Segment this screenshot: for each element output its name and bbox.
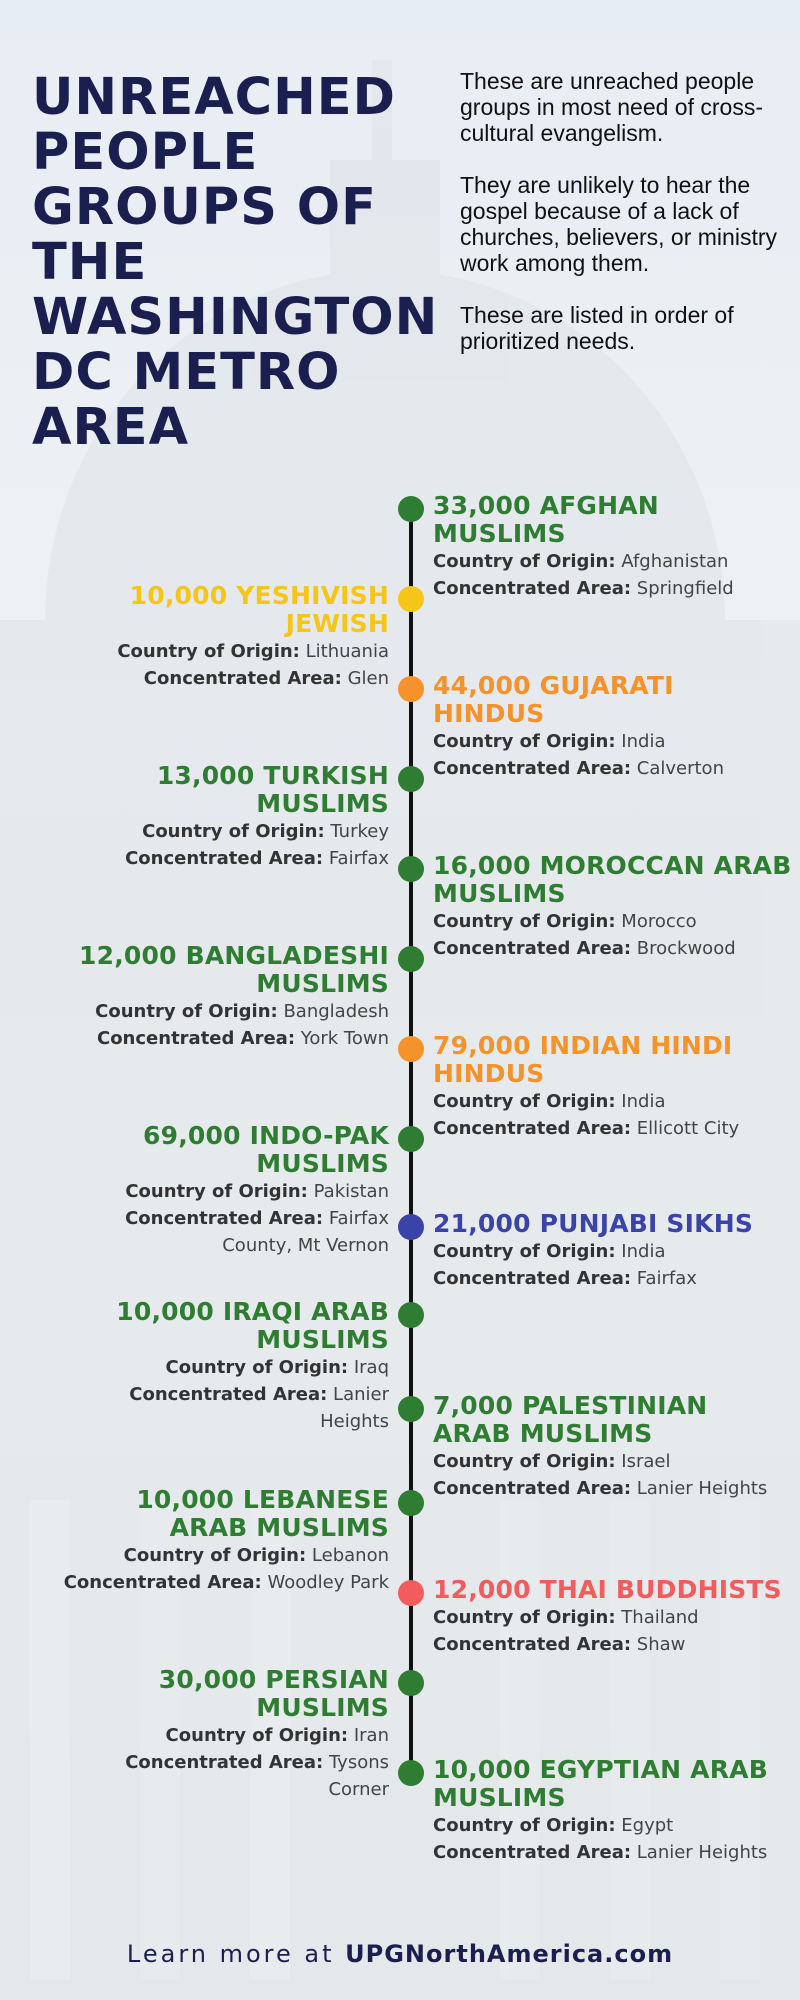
area-value: Lanier Heights: [631, 1842, 768, 1863]
group-area: [59, 1749, 389, 1803]
timeline-dot: [398, 496, 424, 522]
group-origin: [59, 1542, 389, 1569]
people-group-entry: [433, 1392, 793, 1502]
timeline-dot: [398, 1760, 424, 1786]
timeline-dot: [398, 946, 424, 972]
origin-value: Lithuania: [299, 641, 389, 662]
group-origin: [433, 728, 793, 755]
group-origin: [433, 1238, 793, 1265]
origin-label: Country of Origin:: [433, 1607, 616, 1628]
origin-label: Country of Origin:: [433, 1241, 616, 1262]
group-area: [433, 1839, 793, 1866]
intro-paragraph: They are unlikely to hear the gospel because of a lack of churches, believers, or ministry work among them.: [460, 172, 777, 276]
origin-value: India: [615, 1241, 666, 1262]
timeline-dot: [398, 856, 424, 882]
origin-value: Bangladesh: [277, 1001, 389, 1022]
people-group-entry: [59, 942, 389, 1052]
origin-label: Country of Origin:: [95, 1001, 278, 1022]
origin-value: Afghanistan: [615, 551, 729, 572]
group-origin: [59, 1178, 389, 1205]
timeline-dot: [398, 676, 424, 702]
group-area: [59, 1205, 389, 1259]
people-group-entry: [433, 492, 793, 602]
area-label: Concentrated Area:: [143, 668, 342, 689]
group-area: [59, 845, 389, 872]
area-label: Concentrated Area:: [433, 578, 632, 599]
area-label: Concentrated Area:: [433, 758, 632, 779]
people-group-entry: [59, 1298, 389, 1435]
area-value: Ellicott City: [631, 1118, 740, 1139]
origin-value: Thailand: [615, 1607, 699, 1628]
people-group-entry: [59, 1666, 389, 1803]
group-origin: [59, 998, 389, 1025]
area-value: Tysons Corner: [323, 1752, 389, 1800]
group-name: 44,000 GUJARATI HINDUS: [433, 671, 674, 728]
area-label: Concentrated Area:: [433, 1634, 632, 1655]
group-name: 69,000 INDO-PAK MUSLIMS: [143, 1121, 389, 1178]
area-label: Concentrated Area:: [433, 1478, 632, 1499]
origin-value: India: [615, 731, 666, 752]
group-area: [433, 1265, 793, 1292]
origin-label: Country of Origin:: [142, 821, 325, 842]
group-origin: [59, 1354, 389, 1381]
origin-value: Egypt: [615, 1815, 674, 1836]
origin-value: India: [615, 1091, 666, 1112]
area-label: Concentrated Area:: [125, 848, 324, 869]
group-name: 10,000 IRAQI ARAB MUSLIMS: [116, 1297, 389, 1354]
origin-value: Turkey: [324, 821, 389, 842]
group-area: [433, 935, 793, 962]
group-area: [433, 755, 793, 782]
area-value: Fairfax: [323, 848, 389, 869]
people-group-entry: [433, 1032, 793, 1142]
area-label: Concentrated Area:: [96, 1028, 296, 1049]
area-value: Shaw: [631, 1634, 686, 1655]
origin-label: Country of Origin:: [433, 1815, 616, 1836]
origin-label: Country of Origin:: [123, 1545, 307, 1566]
group-origin: [433, 908, 793, 935]
group-name: 12,000 THAI BUDDHISTS: [433, 1575, 782, 1604]
group-name: 33,000 AFGHAN MUSLIMS: [433, 491, 659, 548]
origin-label: Country of Origin:: [433, 1091, 616, 1112]
group-name: 21,000 PUNJABI SIKHS: [433, 1209, 754, 1238]
group-origin: [433, 1088, 793, 1115]
group-origin: [433, 1448, 793, 1475]
footer: [0, 1940, 800, 1968]
timeline-dot: [398, 1670, 424, 1696]
timeline-dot: [398, 766, 424, 792]
group-name: 30,000 PERSIAN MUSLIMS: [158, 1665, 389, 1722]
area-value: Glen: [341, 668, 389, 689]
group-origin: [433, 548, 793, 575]
origin-value: Lebanon: [306, 1545, 389, 1566]
area-label: Concentrated Area:: [433, 1118, 632, 1139]
group-origin: [59, 1722, 389, 1749]
group-name: 16,000 MOROCCAN ARAB MUSLIMS: [433, 851, 792, 908]
group-area: [433, 575, 793, 602]
origin-label: Country of Origin:: [433, 731, 616, 752]
area-value: Lanier Heights: [631, 1478, 768, 1499]
group-area: [59, 665, 389, 692]
group-origin: [59, 818, 389, 845]
area-value: Fairfax: [631, 1268, 697, 1289]
area-label: Concentrated Area:: [125, 1208, 324, 1229]
people-group-entry: [59, 762, 389, 872]
group-name: 7,000 PALESTINIAN ARAB MUSLIMS: [433, 1391, 708, 1448]
footer-link[interactable]: UPGNorthAmerica.com: [345, 1940, 674, 1968]
group-name: 10,000 LEBANESE ARAB MUSLIMS: [136, 1485, 389, 1542]
group-origin: [59, 638, 389, 665]
origin-label: Country of Origin:: [433, 551, 616, 572]
group-name: 13,000 TURKISH MUSLIMS: [156, 761, 389, 818]
people-group-entry: [433, 852, 793, 962]
origin-value: Iraq: [348, 1357, 389, 1378]
group-area: [433, 1631, 793, 1658]
area-label: Concentrated Area:: [433, 1842, 632, 1863]
area-value: York Town: [295, 1028, 389, 1049]
page-title: UNREACHED PEOPLE GROUPS OF THE WASHINGTON DC METRO AREA: [32, 68, 439, 457]
timeline-dot: [398, 1214, 424, 1240]
group-origin: [433, 1812, 793, 1839]
origin-label: Country of Origin:: [433, 1451, 616, 1472]
area-label: Concentrated Area:: [433, 1268, 632, 1289]
people-group-entry: [433, 1210, 793, 1292]
origin-label: Country of Origin:: [433, 911, 616, 932]
intro-paragraph: These are listed in order of prioritized needs.: [460, 302, 734, 354]
area-label: Concentrated Area:: [63, 1572, 262, 1593]
area-label: Concentrated Area:: [433, 938, 632, 959]
group-area: [433, 1115, 793, 1142]
group-area: [59, 1569, 389, 1596]
group-area: [433, 1475, 793, 1502]
area-value: Springfield: [631, 578, 734, 599]
origin-label: Country of Origin:: [165, 1725, 349, 1746]
timeline-dot: [398, 586, 424, 612]
timeline-dot: [398, 1036, 424, 1062]
group-area: [59, 1381, 389, 1435]
people-group-entry: [59, 1486, 389, 1596]
footer-prefix: Learn more at: [126, 1940, 335, 1968]
origin-value: Iran: [348, 1725, 389, 1746]
timeline-dot: [398, 1126, 424, 1152]
origin-label: Country of Origin:: [165, 1357, 349, 1378]
people-group-entry: [433, 1756, 793, 1866]
timeline-dot: [398, 1490, 424, 1516]
group-name: 10,000 EGYPTIAN ARAB MUSLIMS: [433, 1755, 768, 1812]
people-group-entry: [59, 1122, 389, 1259]
people-group-entry: [433, 1576, 793, 1658]
timeline-dot: [398, 1580, 424, 1606]
origin-value: Israel: [615, 1451, 671, 1472]
timeline-dot: [398, 1396, 424, 1422]
origin-label: Country of Origin:: [125, 1181, 308, 1202]
area-value: Woodley Park: [261, 1572, 389, 1593]
timeline-dot: [398, 1302, 424, 1328]
origin-value: Pakistan: [307, 1181, 389, 1202]
area-value: Calverton: [631, 758, 724, 779]
group-name: 79,000 INDIAN HINDI HINDUS: [433, 1031, 733, 1088]
area-value: Brockwood: [631, 938, 736, 959]
group-origin: [433, 1604, 793, 1631]
group-name: 12,000 BANGLADESHI MUSLIMS: [79, 941, 389, 998]
origin-label: Country of Origin:: [117, 641, 300, 662]
group-name: 10,000 YESHIVISH JEWISH: [129, 581, 389, 638]
intro-text: [460, 68, 780, 380]
area-label: Concentrated Area:: [129, 1384, 328, 1405]
area-value: Lanier Heights: [320, 1384, 389, 1432]
intro-paragraph: These are unreached people groups in most need of cross-cultural evangelism.: [460, 68, 763, 146]
origin-value: Morocco: [615, 911, 697, 932]
people-group-entry: [59, 582, 389, 692]
area-value: Fairfax County, Mt Vernon: [222, 1208, 389, 1256]
area-label: Concentrated Area:: [125, 1752, 324, 1773]
group-area: [59, 1025, 389, 1052]
people-group-entry: [433, 672, 793, 782]
